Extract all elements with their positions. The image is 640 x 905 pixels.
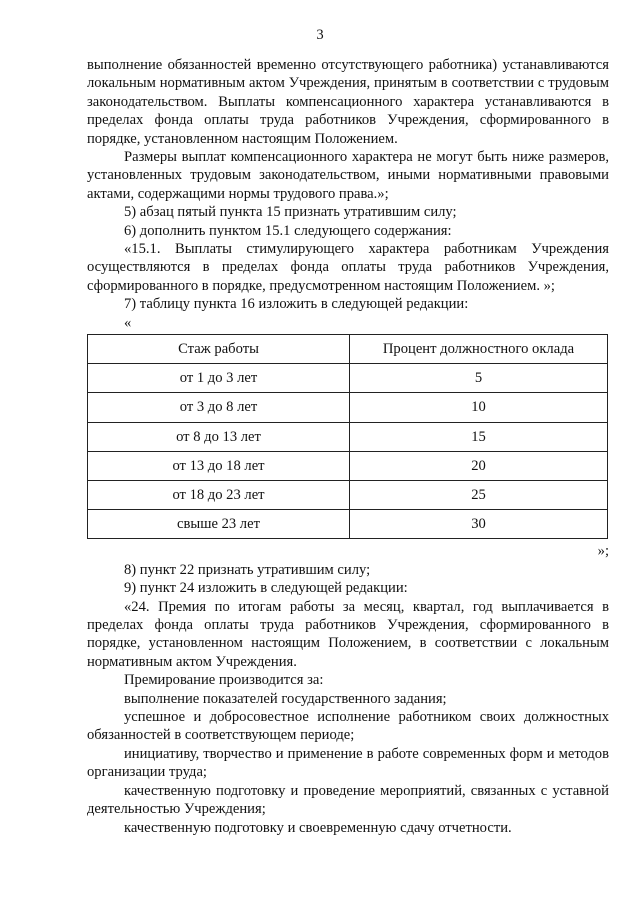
bonus-intro: Премирование производится за:: [124, 672, 324, 689]
clause-15-1: «15.1. Выплаты стимулирующего характера работникам Учреждения осуществляются в пределах фонда оплаты труда работников Учреждения, сформированного в порядке, предусмотренном настоящим Положением. »;: [87, 241, 609, 294]
table-row: [88, 364, 608, 393]
seniority-cell: от 1 до 3 лет: [88, 364, 350, 393]
percent-cell: 15: [350, 422, 608, 451]
table-header-row: [88, 335, 608, 364]
amendment-item-5: 5) абзац пятый пункта 15 признать утратившим силу;: [124, 204, 457, 221]
amendment-item-9: 9) пункт 24 изложить в следующей редакции:: [124, 580, 408, 597]
table-row: [88, 510, 608, 539]
percent-cell: 20: [350, 451, 608, 480]
bonus-criterion: качественную подготовку и проведение мероприятий, связанных с уставной деятельностью Учреждения;: [87, 782, 609, 818]
percent-cell: 25: [350, 481, 608, 510]
seniority-cell: свыше 23 лет: [88, 510, 350, 539]
table-row: [88, 481, 608, 510]
page-number: 3: [316, 27, 324, 43]
seniority-cell: от 18 до 23 лет: [88, 481, 350, 510]
percent-cell: 30: [350, 510, 608, 539]
percent-cell: 5: [350, 364, 608, 393]
bonus-criterion: выполнение показателей государственного задания;: [124, 690, 447, 707]
table-row: [88, 393, 608, 422]
bonus-criterion: качественную подготовку и своевременную сдачу отчетности.: [124, 819, 512, 836]
table-row: [88, 451, 608, 480]
amendment-item-8: 8) пункт 22 признать утратившим силу;: [124, 561, 371, 578]
header-percent: Процент должностного оклада: [350, 335, 608, 364]
seniority-cell: от 3 до 8 лет: [88, 393, 350, 422]
amendment-item-7: 7) таблицу пункта 16 изложить в следующей редакции:: [124, 296, 469, 313]
document-body: [87, 56, 609, 837]
table-close-quote: »;: [597, 543, 609, 560]
table-open-quote: «: [124, 314, 132, 331]
paragraph-continuation: выполнение обязанностей временно отсутствующего работника) устанавливаются локальным нормативным актом Учреждения, принятым в соответствии с трудовым законодательством. Выплаты компенсационного характера устанавливаются в пределах фонда оплаты труда работников Учреждения, сформированного в порядке, установленном настоящим Положением.: [87, 57, 609, 147]
percent-cell: 10: [350, 393, 608, 422]
bonus-criterion: успешное и добросовестное исполнение работником своих должностных обязанностей в соответствующем периоде;: [87, 709, 609, 744]
seniority-cell: от 13 до 18 лет: [88, 451, 350, 480]
amendment-item-6: 6) дополнить пунктом 15.1 следующего содержания:: [124, 222, 452, 239]
clause-24: «24. Премия по итогам работы за месяц, квартал, год выплачивается в пределах фонда оплаты труда работников Учреждения, сформированного в порядке, установленном настоящим Положением, в соответствии с локальным нормативным актом Учреждения.: [87, 598, 609, 670]
seniority-table: [87, 334, 608, 539]
paragraph-compensation-size: Размеры выплат компенсационного характера не могут быть ниже размеров, установленных трудовым законодательством, иными нормативными правовыми актами, содержащими нормы трудового права.»;: [87, 149, 609, 202]
table-row: [88, 422, 608, 451]
seniority-cell: от 8 до 13 лет: [88, 422, 350, 451]
header-seniority: Стаж работы: [88, 335, 350, 364]
bonus-criterion: инициативу, творчество и применение в работе современных форм и методов организации труда;: [87, 745, 609, 781]
